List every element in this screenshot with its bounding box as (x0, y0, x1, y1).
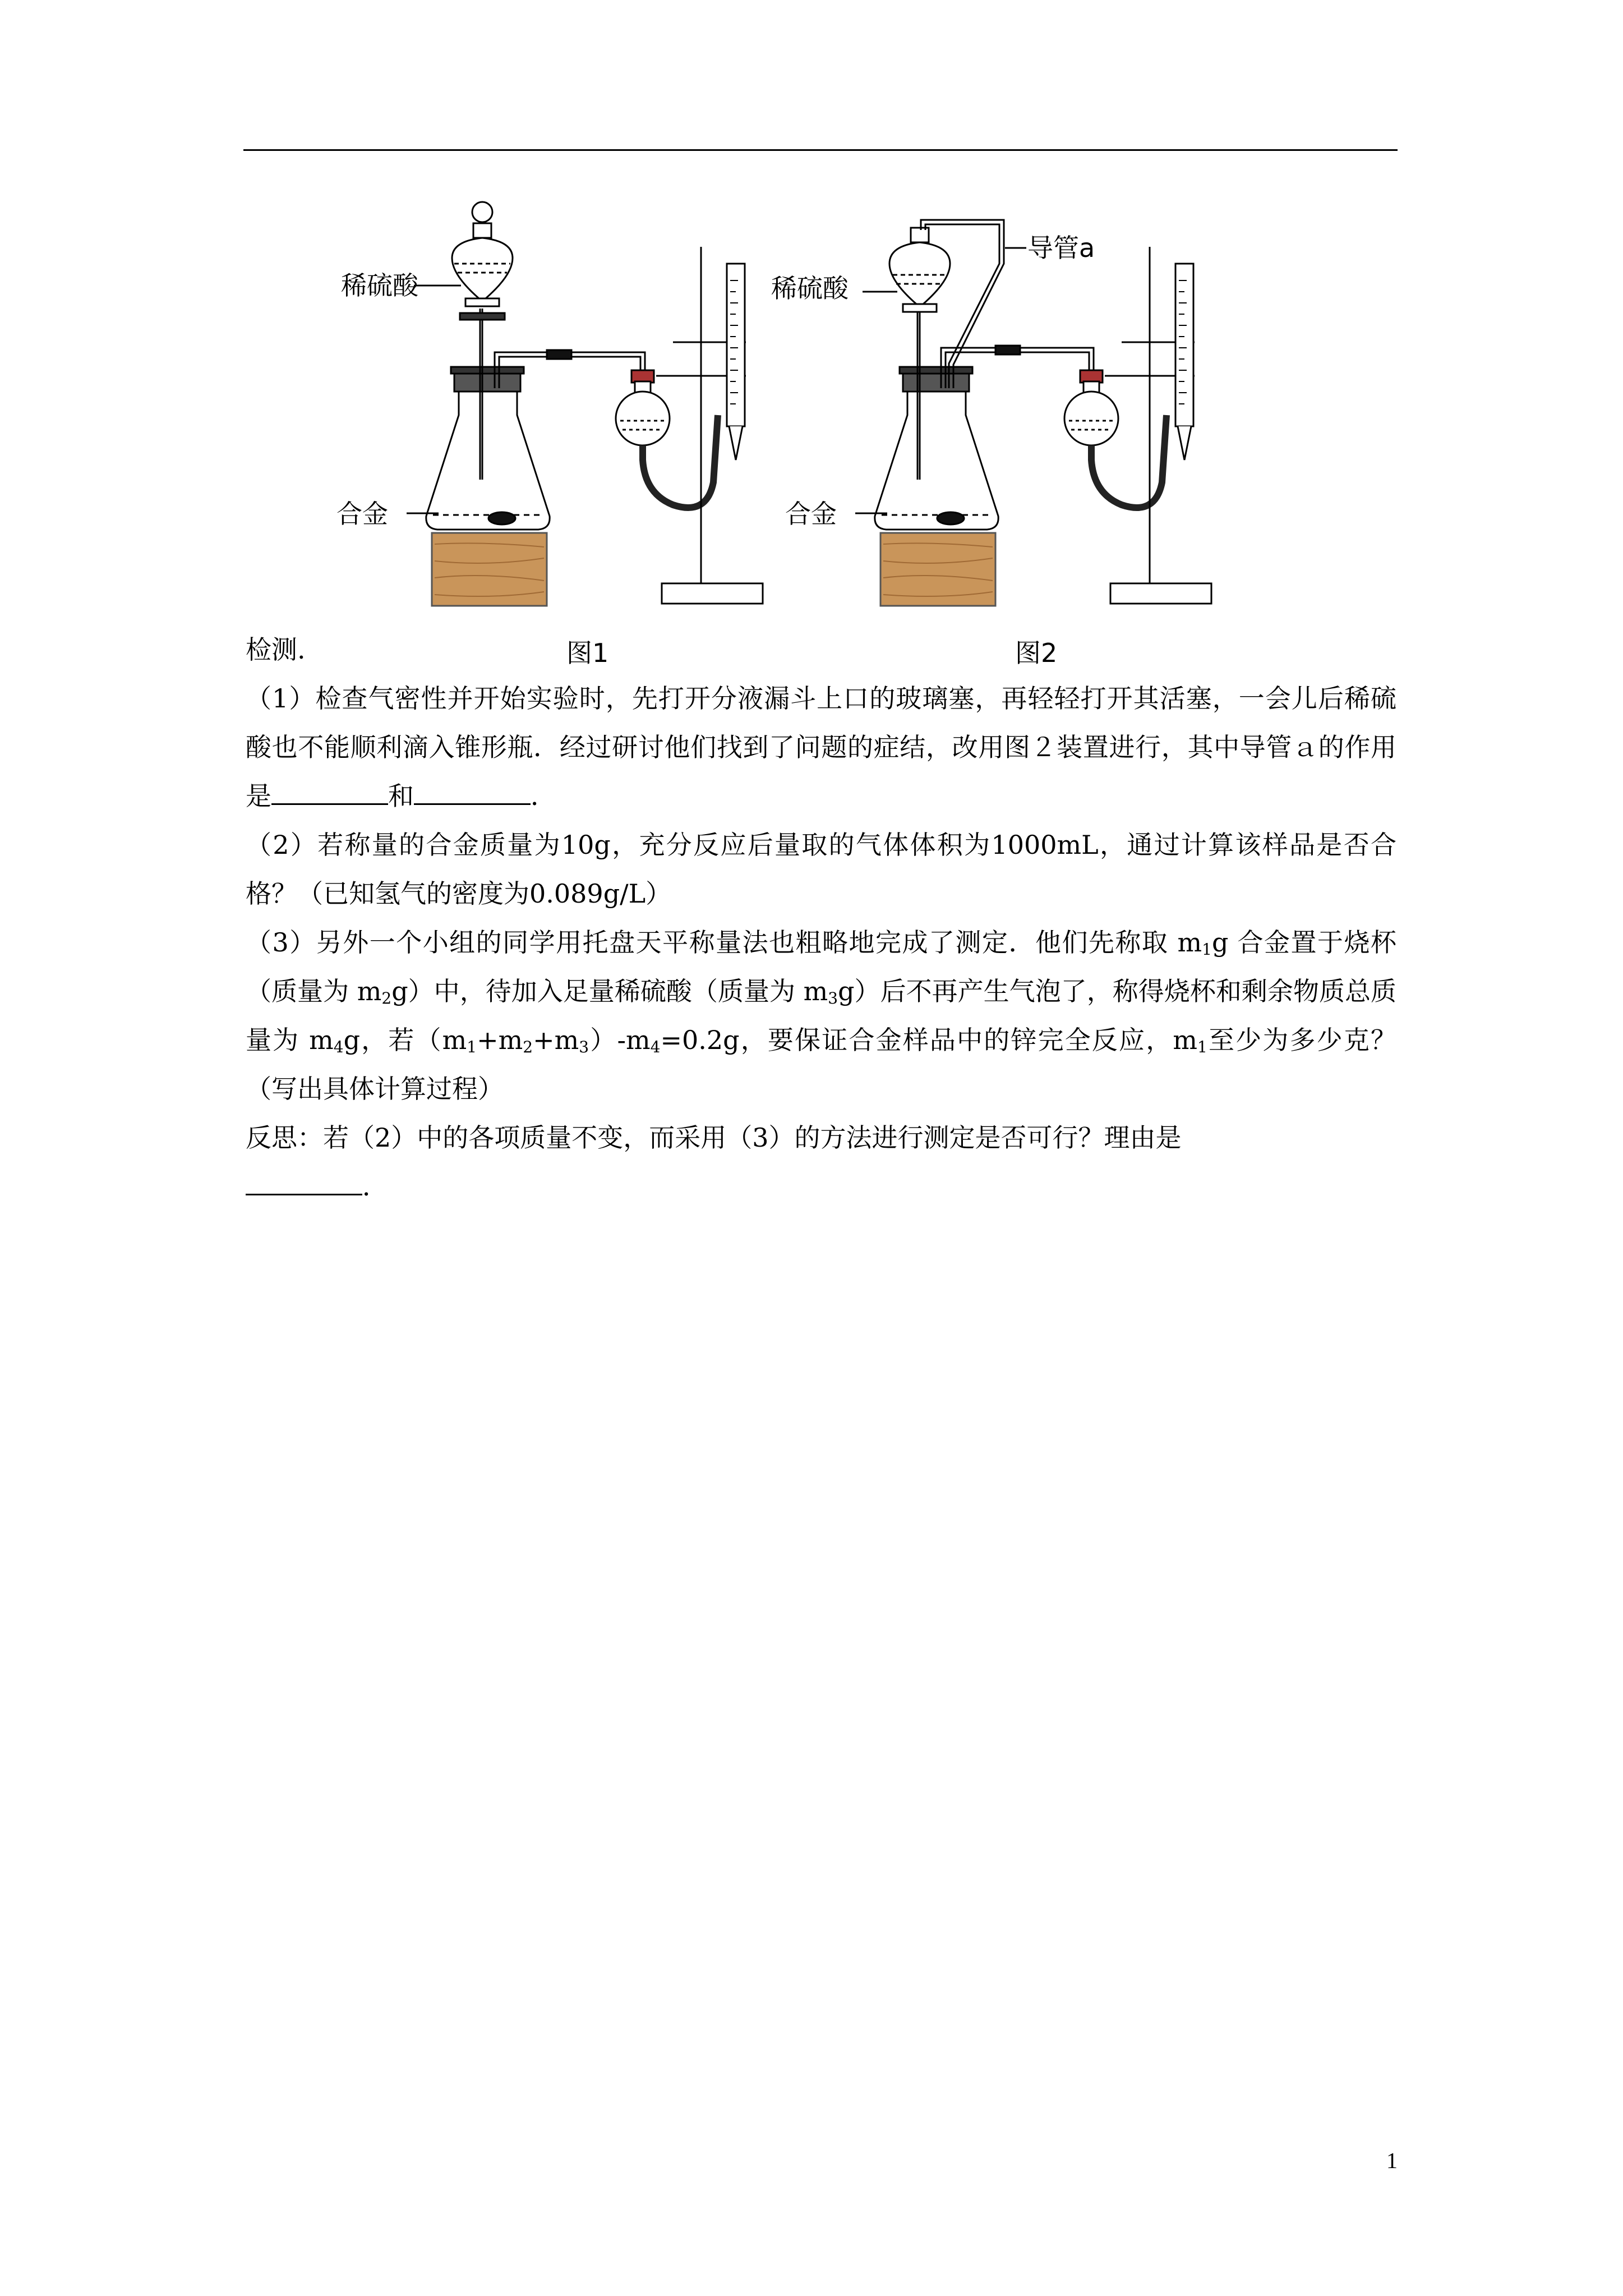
subscript: 3 (828, 989, 838, 1007)
conical-flask (875, 388, 998, 530)
q3-text: g）中，待加入足量稀硫酸（质量为 m (391, 976, 828, 1006)
subscript: 2 (381, 989, 392, 1007)
figure-2 (855, 220, 1211, 606)
answer-blank-1[interactable] (271, 779, 388, 805)
question-1 (246, 674, 1396, 821)
subscript: 1 (1202, 940, 1212, 959)
reflection-end: ． (362, 1171, 388, 1202)
question-2: （2）若称量的合金质量为10g，充分反应后量取的气体体积为1000mL，通过计算该样品是否合格？（已知氢气的密度为0.089g/L） (246, 830, 1396, 909)
fig2-caption: 图2 (1015, 638, 1058, 668)
answer-blank-3[interactable] (246, 1169, 362, 1195)
alloy-lump (937, 512, 964, 524)
subscript: 2 (523, 1038, 533, 1056)
header-rule (243, 149, 1398, 151)
measuring-tube (727, 264, 745, 426)
fig2-alloy-label: 合金 (785, 499, 837, 529)
q3-text: g）后不再产生气泡了，称得烧杯和剩余物质总质量为 m (246, 976, 1397, 1055)
q3-text: g 合金置于烧杯（质量为 m (246, 927, 1396, 1006)
q3-text: 至少为多少克？（写出具体计算过程） (246, 1025, 1396, 1104)
conical-flask (426, 388, 550, 530)
q3-text: g，若（m (343, 1025, 467, 1055)
fig1-alloy-label: 合金 (336, 499, 388, 529)
q1-and: 和 (388, 781, 414, 811)
subscript: 1 (467, 1038, 477, 1056)
subscript: 4 (650, 1038, 661, 1056)
measuring-tube (1175, 264, 1193, 426)
subscript: 1 (1197, 1038, 1207, 1056)
leveling-bulb (1064, 392, 1118, 445)
apparatus-figure (314, 180, 1279, 673)
leveling-bulb (616, 392, 670, 445)
figure-1 (407, 202, 763, 606)
fig2-acid-label: 稀硫酸 (771, 273, 849, 303)
q1-text: （1）检查气密性并开始实验时，先打开分液漏斗上口的玻璃塞，再轻轻打开其活塞，一会儿后稀硫酸也不能顺利滴入锥形瓶．经过研讨他们找到了问题的症结，改用图２装置进行，其中导管ａ的作用是 (246, 683, 1396, 811)
reflection (246, 1114, 1396, 1211)
fig1-acid-label: 稀硫酸 (341, 270, 418, 301)
subscript: 4 (333, 1038, 344, 1056)
reflection-text: 反思：若（2）中的各项质量不变，而采用（3）的方法进行测定是否可行？理由是 (246, 1122, 1182, 1153)
subscript: 3 (579, 1038, 589, 1056)
fig2-tube-label: 导管a (1027, 233, 1095, 263)
alloy-lump (488, 512, 515, 524)
q3-text: ）-m (589, 1025, 651, 1055)
answer-blank-2[interactable] (414, 779, 531, 805)
separatory-funnel (452, 238, 513, 298)
q3-text: =0.2g，要保证合金样品中的锌完全反应，m (660, 1025, 1198, 1055)
question-text (246, 625, 1396, 1211)
q3-text: +m (477, 1025, 523, 1055)
separatory-funnel (889, 242, 950, 304)
q3-text: （3）另外一个小组的同学用托盘天平称量法也粗略地完成了测定．他们先称取 m (246, 927, 1202, 958)
q1-end: ． (531, 781, 556, 811)
question-3 (246, 918, 1396, 1114)
q3-text: +m (533, 1025, 579, 1055)
page-number: 1 (1386, 2148, 1398, 2173)
fig1-caption: 图1 (566, 638, 609, 668)
intro-line: 检测. (246, 634, 306, 665)
